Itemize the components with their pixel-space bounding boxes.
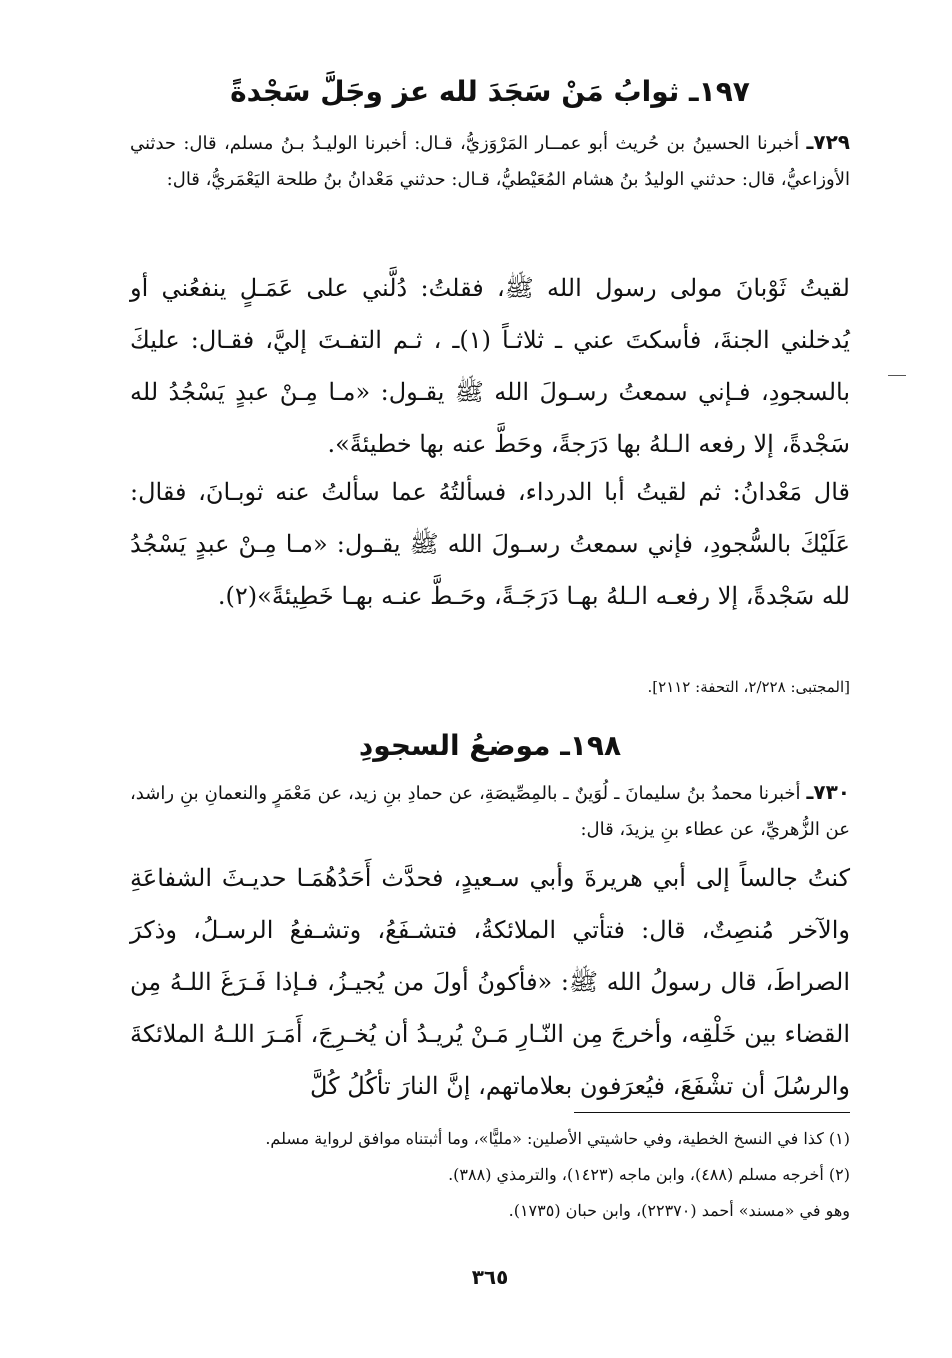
- hadith-730-isnad-block: [130, 774, 850, 848]
- margin-mark: [888, 375, 906, 376]
- hadith-730-isnad: أخبرنا محمدُ بنُ سليمانَ ـ لُوَينٌ ـ بالمِصِّيصَةِ، عن حمادِ بنِ زيد، عن مَعْمَرٍ والنعمانِ بنِ راشد، عن الزُّهريِّ، عن عطاء بنِ يزيدَ، قال:: [130, 783, 850, 840]
- hadith-number-730: ٧٣٠ـ: [806, 780, 850, 804]
- hadith-729-isnad-block: [130, 124, 850, 198]
- hadith-729-matn-1: لقيتُ ثَوْبانَ مولى رسول الله ﷺ، فقلتُ: دُلَّني على عَمَـلٍ ينفعُني أو يُدخلني الجنةَ، فأسكتَ عني ـ ثلاثـاً (١)ـ ، ثـم التفـتَ إليَّ، فقـال: عليكَ بالسجودِ، فـإني سمعتُ رسـولَ الله ﷺ يقـول: «مـا مِـنْ عبدٍ يَسْجُدُ لله سَجْدةً، إلا رفعه الـلهُ بها دَرَجةً، وحَطَّ عنه بها خطيئةً».: [130, 274, 850, 458]
- section-title-197: ١٩٧ـ ثوابُ مَنْ سَجَدَ لله عز وجَلَّ سَجْدةً: [230, 75, 750, 108]
- section-title-198: ١٩٨ـ موضعُ السجودِ: [358, 729, 622, 762]
- hadith-729-matn-2: قال مَعْدانُ: ثم لقيتُ أبا الدرداء، فسألتُهُ عما سألتُ عنه ثوبـانَ، فقال: عَلَيْكَ بالسُّجودِ، فإني سمعتُ رسـولَ الله ﷺ يقـول: «مـا مِـنْ عبدٍ يَسْجُدُ لله سَجْدةً، إلا رفعـه الـلهُ بهـا دَرَجَـةً، وحَـطَّ عنـه بهـا خَطِيئةً»(٢).: [130, 478, 850, 610]
- hadith-number-729: ٧٢٩ـ: [806, 130, 850, 154]
- footnote-1: (١) كذا في النسخ الخطية، وفي حاشيتي الأصلين: «مليًّا»، وما أثبتناه موافق لرواية مسلم.: [265, 1129, 850, 1148]
- page-number: ٣٦٥: [471, 1265, 509, 1289]
- footnote-2: (٢) أخرجه مسلم (٤٨٨)، وابن ماجه (١٤٢٣)، والترمذي (٣٨٨).: [448, 1165, 850, 1184]
- hadith-729-isnad: أخبرنا الحسينُ بن حُريث أبو عمــار المَرْوَزيُّ، قـال: أخبرنا الوليـدُ بـنُ مسلم، قال: حدثني الأوزاعيُّ، قال: حدثني الوليدُ بنُ هشام المُعَيْطيُّ، قـال: حدثني مَعْدانُ بنُ طلحة اليَعْمَريُّ، قال:: [130, 133, 850, 190]
- hadith-730-matn: كنتُ جالساً إلى أبي هريرةَ وأبي سـعيدٍ، فحدَّث أَحَدُهُمَـا حديـثَ الشفاعَةِ والآخر مُنصِتٌ، قال: فتأتي الملائكةُ، فتشـفَعُ، وتشـفعُ الرسـلُ، وذكرَ الصراطَ، قال رسولُ الله ﷺ: «فأكونُ أولَ من يُجيـزُ، فـإذا فَـرَغَ اللـهُ مِن القضاء بين خَلْقِه، وأخرجَ مِن النّـارِ مَـنْ يُريـدُ أن يُخـرِجَ، أَمَـرَ اللـهُ الملائكةَ والرسُلَ أن تشْفَعَ، فيُعرَفون بعلاماتهم، إنَّ النارَ تأكُلُ كُلَّ: [130, 864, 850, 1100]
- footnote-separator: [574, 1112, 850, 1113]
- footnote-2-continued: وهو في «مسند» أحمد (٢٢٣٧٠)، وابن حبان (١٧٣٥).: [508, 1201, 850, 1220]
- hadith-729-source: [المجتبى: ٢/٢٢٨، التحفة: ٢١١٢].: [647, 678, 850, 696]
